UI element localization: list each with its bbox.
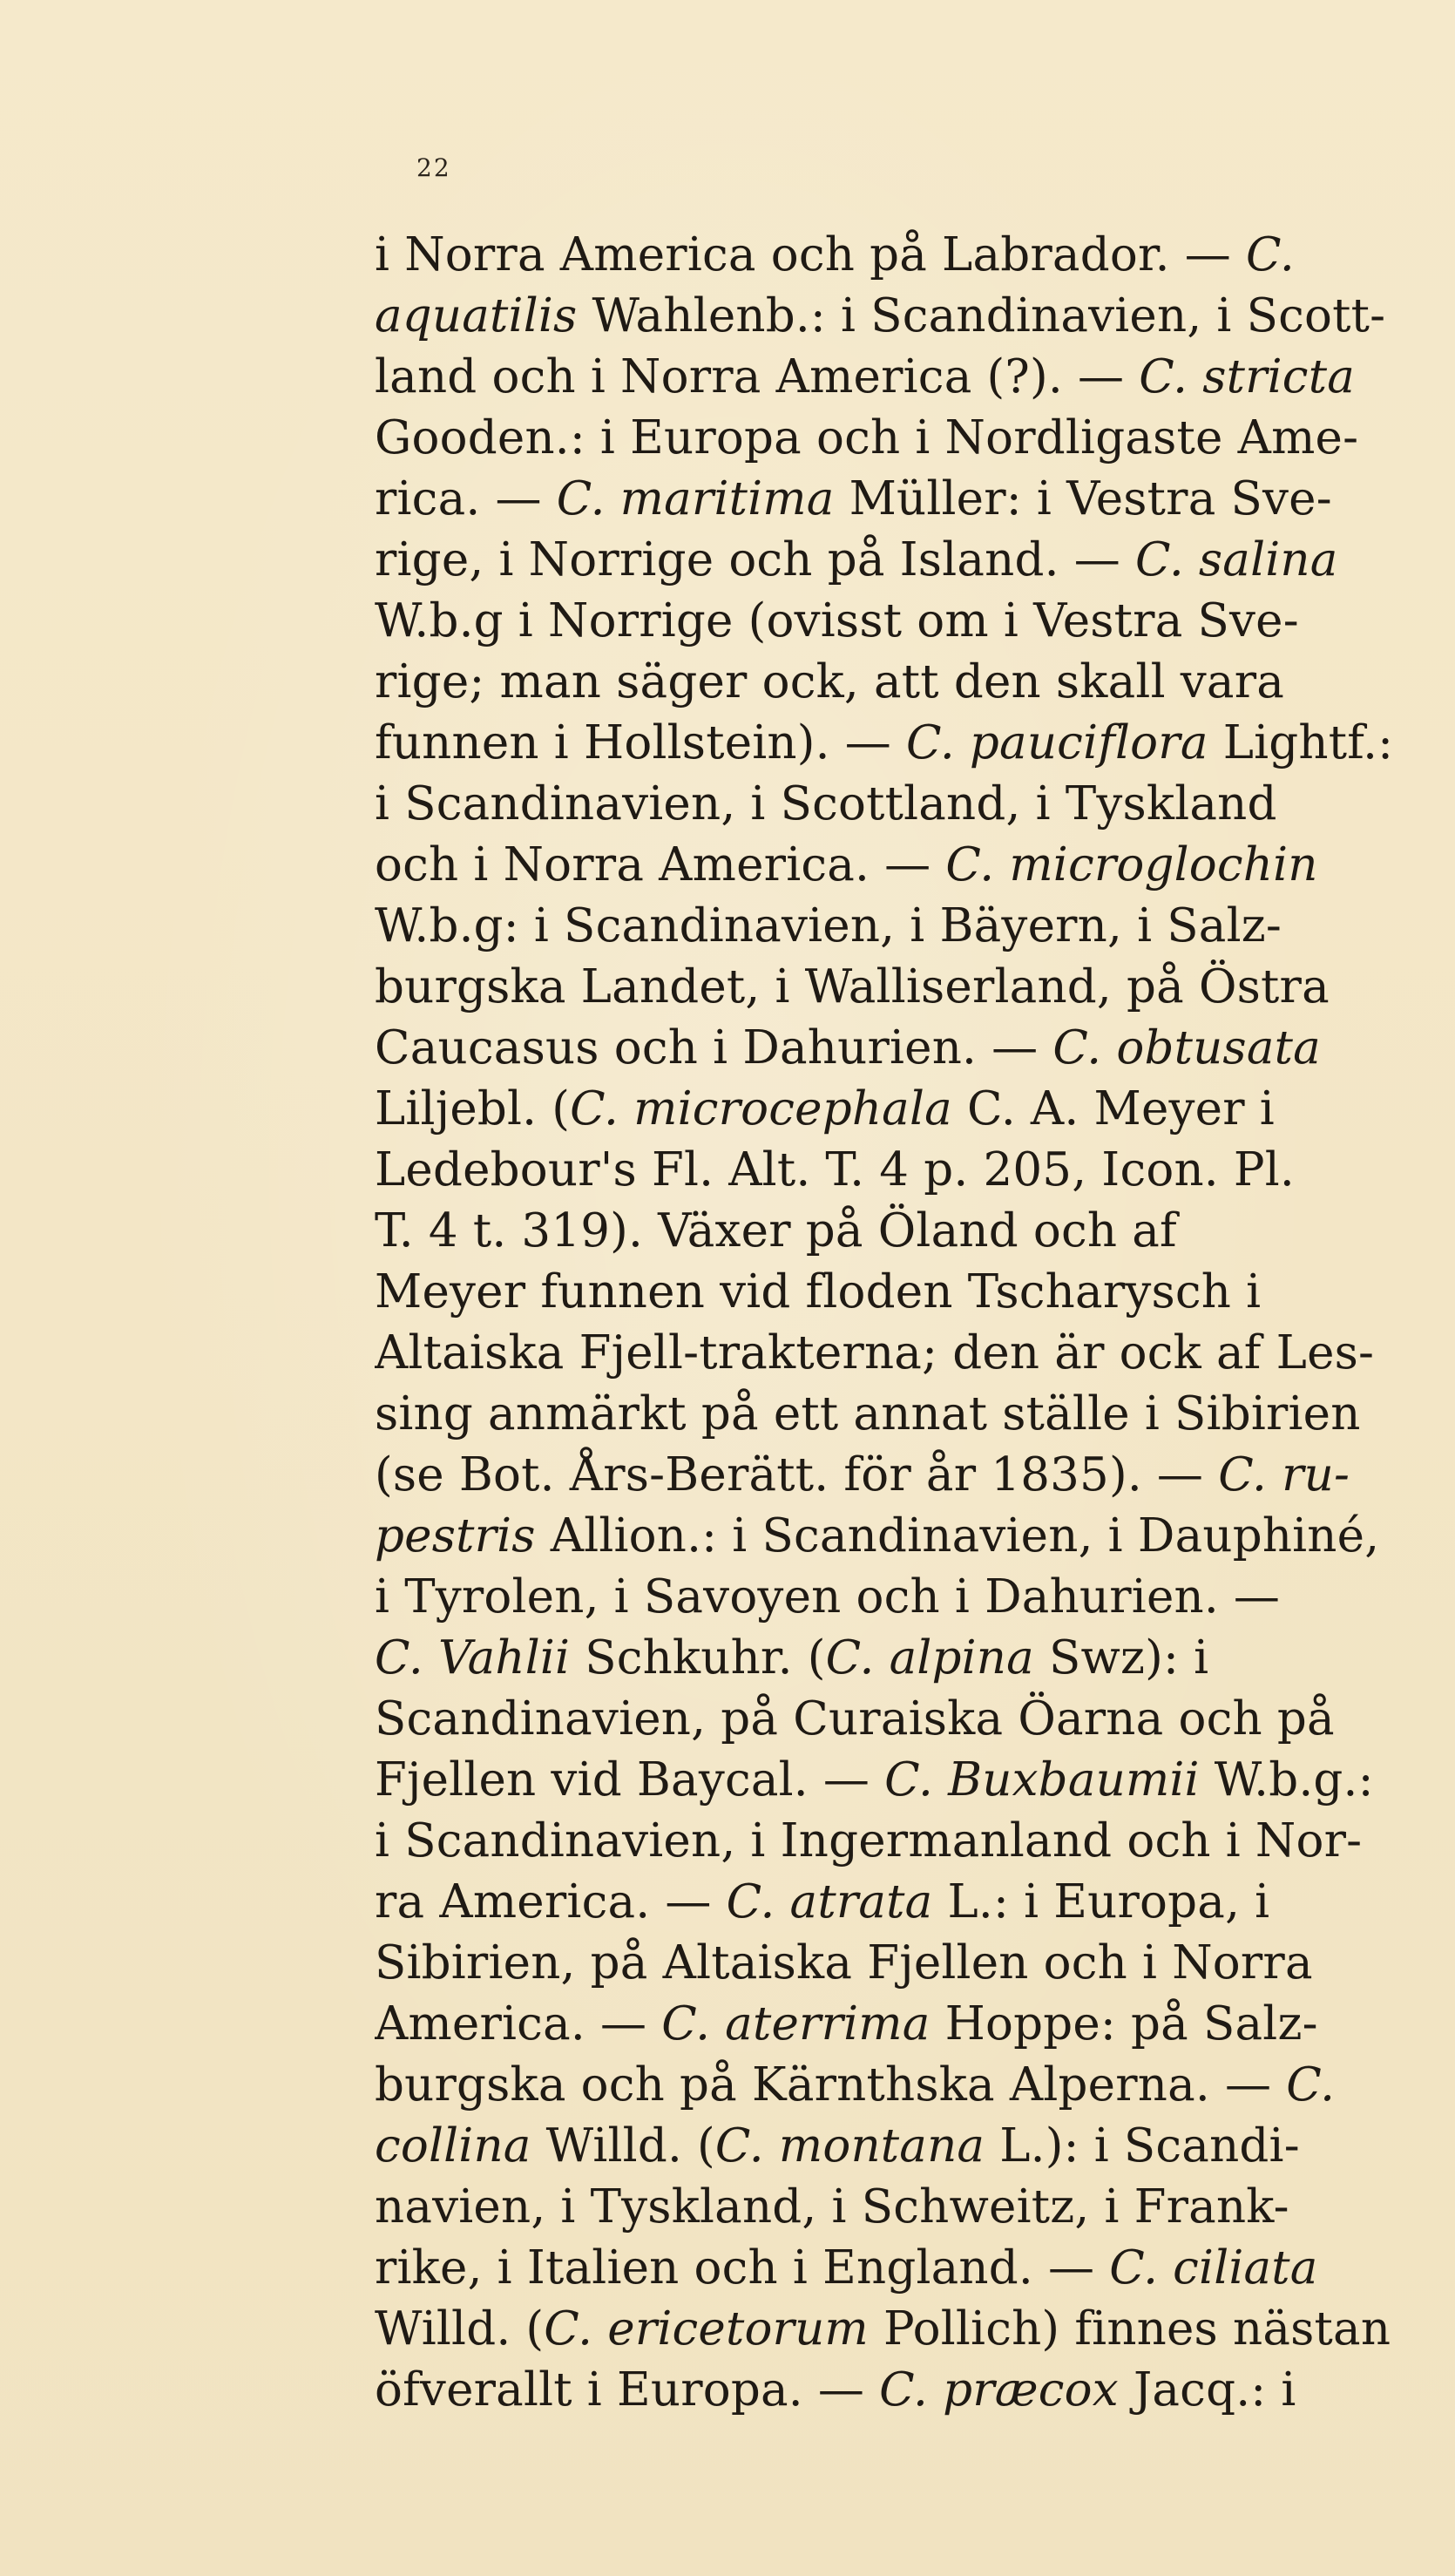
text-segment: navien, i Tyskland, i Schweitz, i Frank- [375,2180,1289,2234]
page-number: 22 [416,153,451,182]
text-line [375,1750,1429,1811]
text-line [375,1689,1429,1750]
text-segment: Sibirien, på Altaiska Fjellen och i Norra [375,1936,1313,1990]
text-segment: W.b.g.: [1199,1753,1374,1807]
italic-text-segment: C. atrata [726,1875,933,1929]
text-segment: ra America. — [375,1875,727,1929]
italic-text-segment: C. salina [1134,533,1338,586]
italic-text-segment: C. alpina [825,1631,1034,1685]
body-text [375,225,1429,2421]
text-segment: W.b.g: i Scandinavien, i Bäyern, i Salz- [375,899,1282,952]
text-segment: rige; man säger ock, att den skall vara [375,655,1285,708]
text-line [375,1384,1429,1445]
text-segment: Meyer funnen vid floden Tscharysch i [375,1265,1262,1319]
italic-text-segment: C. pauciflora [905,716,1208,769]
text-segment: Hoppe: på Salz- [930,1997,1318,2051]
text-line [375,1933,1429,1994]
text-line [375,286,1429,347]
text-segment: Scandinavien, på Curaiska Öarna och på [375,1692,1335,1746]
text-line [375,2055,1429,2116]
text-segment: T. 4 t. 319). Växer på Öland och af [375,1204,1177,1257]
italic-text-segment: C. obtusata [1052,1021,1321,1074]
text-segment: Pollich) finnes nästan [868,2302,1391,2356]
text-segment: land och i Norra America (?). — [375,350,1140,403]
text-segment: L.: i Europa, i [932,1875,1270,1929]
text-segment: Jacq.: i [1118,2363,1296,2417]
text-line [375,774,1429,835]
text-segment: burgska och på Kärnthska Alperna. — [375,2058,1287,2112]
text-line [375,2177,1429,2238]
italic-text-segment: aquatilis [375,289,578,342]
italic-text-segment: C. stricta [1139,350,1355,403]
text-line [375,652,1429,713]
text-line [375,957,1429,1018]
text-line [375,1140,1429,1201]
text-segment: Willd. ( [375,2302,545,2356]
text-segment: Schkuhr. ( [570,1631,826,1685]
text-segment: C. A. Meyer i [951,1082,1275,1135]
text-line [375,1079,1429,1140]
text-line [375,591,1429,652]
text-segment: Ledebour's Fl. Alt. T. 4 p. 205, Icon. Pl. [375,1143,1295,1196]
text-segment: Caucasus och i Dahurien. — [375,1021,1053,1074]
text-line [375,1323,1429,1384]
text-segment: Willd. ( [531,2119,715,2173]
text-line [375,347,1429,408]
text-line [375,2238,1429,2299]
text-line [375,896,1429,957]
text-segment: i Norra America och på Labrador. — [375,228,1246,281]
italic-text-segment: C. maritima [556,472,835,525]
text-segment: funnen i Hollstein). — [375,716,906,769]
text-segment: i Scandinavien, i Ingermanland och i Nor- [375,1814,1363,1868]
text-segment: burgska Landet, i Walliserland, på Östra [375,960,1330,1013]
text-segment: W.b.g i Norrige (ovisst om i Vestra Sve- [375,594,1299,647]
italic-text-segment: pestris [375,1509,536,1563]
italic-text-segment: C. Buxbaumii [884,1753,1200,1807]
text-segment: Allion.: i Scandinavien, i Dauphiné, [535,1509,1380,1563]
text-segment: Lightf.: [1208,716,1394,769]
text-segment: sing anmärkt på ett annat ställe i Sibirien [375,1387,1361,1441]
text-line [375,1018,1429,1079]
italic-text-segment: C. montana [714,2119,985,2173]
text-line [375,1811,1429,1872]
text-line [375,2116,1429,2177]
text-segment: Fjellen vid Baycal. — [375,1753,885,1807]
text-segment: i Scandinavien, i Scottland, i Tyskland [375,777,1277,830]
text-segment: Swz): i [1033,1631,1209,1685]
text-segment: Altaiska Fjell-trakterna; den är ock af Les- [375,1326,1375,1380]
italic-text-segment: C. microglochin [945,838,1318,891]
text-segment: America. — [375,1997,662,2051]
text-line [375,2360,1429,2421]
text-line [375,2299,1429,2360]
italic-text-segment: C. [1246,228,1295,281]
italic-text-segment: C. aterrima [661,1997,931,2051]
text-segment: rike, i Italien och i England. — [375,2241,1110,2295]
italic-text-segment: C. ciliata [1109,2241,1318,2295]
text-segment: rige, i Norrige och på Island. — [375,533,1135,586]
text-segment: och i Norra America. — [375,838,946,891]
italic-text-segment: C. [1286,2058,1336,2112]
text-segment: Liljebl. ( [375,1082,571,1135]
text-line [375,713,1429,774]
text-line [375,1445,1429,1506]
text-line [375,1994,1429,2055]
text-segment: Wahlenb.: i Scandinavien, i Scott- [577,289,1386,342]
italic-text-segment: C. præcox [879,2363,1119,2417]
text-line [375,1506,1429,1567]
text-line [375,469,1429,530]
italic-text-segment: C. Vahlii [375,1631,571,1685]
italic-text-segment: C. ru- [1218,1448,1350,1502]
text-line [375,530,1429,591]
italic-text-segment: collina [375,2119,531,2173]
text-segment: Gooden.: i Europa och i Nordligaste Ame- [375,411,1359,464]
text-segment: öfverallt i Europa. — [375,2363,880,2417]
text-segment: Müller: i Vestra Sve- [834,472,1332,525]
italic-text-segment: C. microcephala [570,1082,952,1135]
text-line [375,1201,1429,1262]
text-line [375,1567,1429,1628]
text-line [375,408,1429,469]
text-line [375,225,1429,286]
text-segment: (se Bot. Års-Berätt. för år 1835). — [375,1448,1219,1502]
text-line [375,1628,1429,1689]
text-segment: rica. — [375,472,557,525]
text-line [375,1872,1429,1933]
text-segment: i Tyrolen, i Savoyen och i Dahurien. — [375,1570,1281,1624]
text-segment: L.): i Scandi- [985,2119,1300,2173]
text-line [375,835,1429,896]
text-line [375,1262,1429,1323]
italic-text-segment: C. ericetorum [544,2302,869,2356]
